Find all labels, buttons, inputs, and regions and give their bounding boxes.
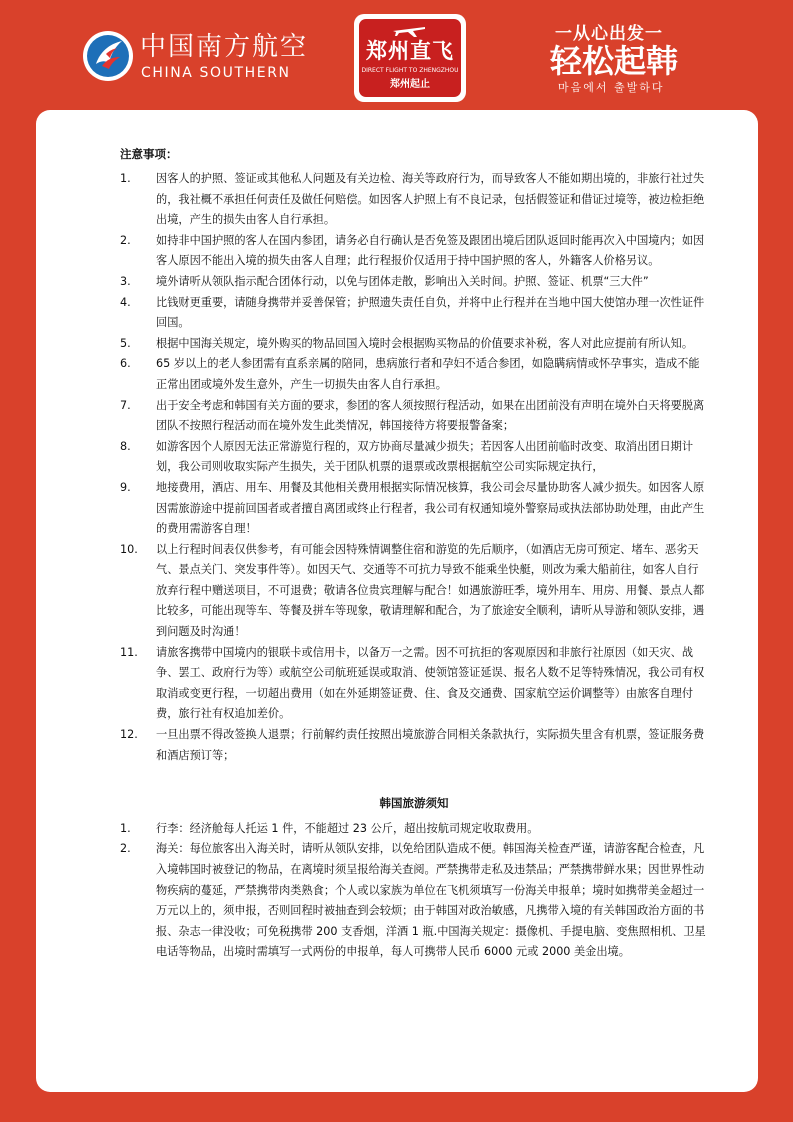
- list-item: 2. 海关：每位旅客出入海关时，请听从领队安排，以免给团队造成不便。韩国海关检查严谨，请游客配合检查，凡入境韩国时被登记的物品，在离境时须呈报给海关查阅。严禁携带走私及违禁品；严禁携带鲜水果；因世界性动物疾病的蔓延，严禁携带肉类熟食；个人或以家族为单位在飞机须填写一份海关申报单；境时如携带美金超过一万元以上的，须申报，否则回程时被抽查到会较烦；由于韩国对政治敏感，凡携带入境的有关韩国政治方面的书报、杂志一律没收；可免税携带 200 支香烟，洋酒 1 瓶.中国海关规定：摄像机、手提电脑、变焦照相机、卫星电话等物品，出境时需填写一式两份的申报单，每人可携带人民币 6000 元或 2000 美金出境。: [120, 842, 706, 959]
- korea-list: [120, 819, 708, 963]
- direct-flight-badge: [354, 14, 466, 102]
- slogan-korean: 마음에서 출발하다: [558, 81, 665, 94]
- airplane-icon: [391, 21, 427, 39]
- list-item: 12. 一旦出票不得改签换人退票；行前解约责任按照出境旅游合同相关条款执行，实际损失里含有机票，签证服务费和酒店预订等；: [120, 728, 705, 762]
- list-item: 3. 境外请听从领队指示配合团体行动，以免与团体走散，影响出入关时间。护照、签证、机票“三大件”: [120, 274, 649, 288]
- list-item: 6. 65 岁以上的老人参团需有直系亲属的陪同，患病旅行者和孕妇不适合参团，如隐瞒病情或怀孕事实，造成不能正常出团或境外发生意外，产生一切损失由客人自行承担。: [120, 357, 700, 391]
- list-item: 8. 如游客因个人原因无法正常游览行程的，双方协商尽量减少损失；若因客人出团前临时改变、取消出团日期计划，我公司则收取实际产生损失，关于团队机票的退票或改票根据航空公司实际规定执行，: [120, 439, 694, 474]
- korea-section-title: 韩国旅游须知: [379, 796, 449, 811]
- notes-title: 注意事项：: [120, 147, 178, 161]
- list-item: 1. 因客人的护照、签证或其他私人问题及有关边检、海关等政府行为，而导致客人不能如期出境的，非旅行社过失的，我社概不承担任何责任及做任何赔偿。如因客人护照上有不良记录，包括假签证和借证过境等，被边检拒绝出境，产生的损失由客人自行承担。: [120, 172, 705, 227]
- list-item: 1. 行李：经济舱每人托运 1 件，不能超过 23 公斤，超出按航司规定收取费用。: [120, 821, 539, 835]
- list-item: 4. 比钱财更重要，请随身携带并妥善保管；护照遗失责任自负，并将中止行程并在当地中国大使馆办理一次性证件回国。: [120, 295, 705, 330]
- header: [0, 0, 793, 110]
- document-body: [120, 144, 708, 963]
- china-southern-logo-icon: [82, 30, 134, 82]
- badge-title: 郑州直飞: [366, 39, 454, 63]
- list-item: 2. 如持非中国护照的客人在国内参团，请务必自行确认是否免签及跟团出境后团队返回时能再次入中国境内；如因客人原因不能出入境的损失由客人自理；此行程报价仅适用于持中国护照的客人，外籍客人价格另议。: [120, 233, 705, 268]
- slogan-tagline: 一从心出发一: [555, 24, 663, 44]
- list-item: 7. 出于安全考虑和韩国有关方面的要求，参团的客人须按照行程活动，如果在出团前没有声明在境外白天将要脱离团队不按照行程活动而在境外发生此类情况，韩国接待方将要报警备案；: [120, 398, 705, 433]
- list-item: 9. 地接费用，酒店、用车、用餐及其他相关费用根据实际情况核算，我公司会尽量协助客人减少损失。如因客人原因需旅游途中提前回国者或者擅自离团或终止行程者，我公司有权通知境外警察局或执法部协助处理，由此产生的费用需游客自理！: [120, 480, 705, 536]
- airline-name-cn: 中国南方航空: [140, 32, 309, 62]
- content-card: [36, 110, 758, 1092]
- badge-location: 郑州起止: [390, 79, 430, 90]
- list-item: 5. 根据中国海关规定，境外购买的物品回国入境时会根据购买物品的价值要求补税，客人对此应提前有所认知。: [120, 336, 694, 350]
- airline-name-en: CHINA SOUTHERN: [141, 65, 291, 81]
- list-item: 11. 请旅客携带中国境内的银联卡或信用卡，以备万一之需。因不可抗拒的客观原因和非旅行社原因（如天灾、战争、罢工、政府行为等）或航空公司航班延误或取消、使领馆签证延误、报名人数不足等特殊情况，我公司有权取消或变更行程，一切超出费用（如在外延期签证费、住、食及交通费、国家航空运价调整等）由旅客自理付费，旅行社有权追加差价。: [120, 645, 705, 721]
- badge-subtitle: DIRECT FLIGHT TO ZHENGZHOU: [361, 67, 459, 74]
- slogan-main: 轻松起韩: [550, 42, 679, 80]
- list-item: 10. 以上行程时间表仅供参考，有可能会因特殊情调整住宿和游览的先后顺序，（如酒店无房可预定、堵车、恶劣天气、景点关门、突发事件等）。如因天气、交通等不可抗力导致不能乘坐快艇，则改为乘大船前往，如客人自行放弃行程中赠送项目，不可退费；敬请各位贵宾理解与配合！如遇旅游旺季，境外用车、用房、用餐、景点人都比较多，可能出现等车、等餐及拼车等现象，敬请理解和配合，为了旅途安全顺利，请听从导游和领队安排，遇到问题及时沟通！: [120, 542, 705, 639]
- notes-list: [120, 169, 708, 766]
